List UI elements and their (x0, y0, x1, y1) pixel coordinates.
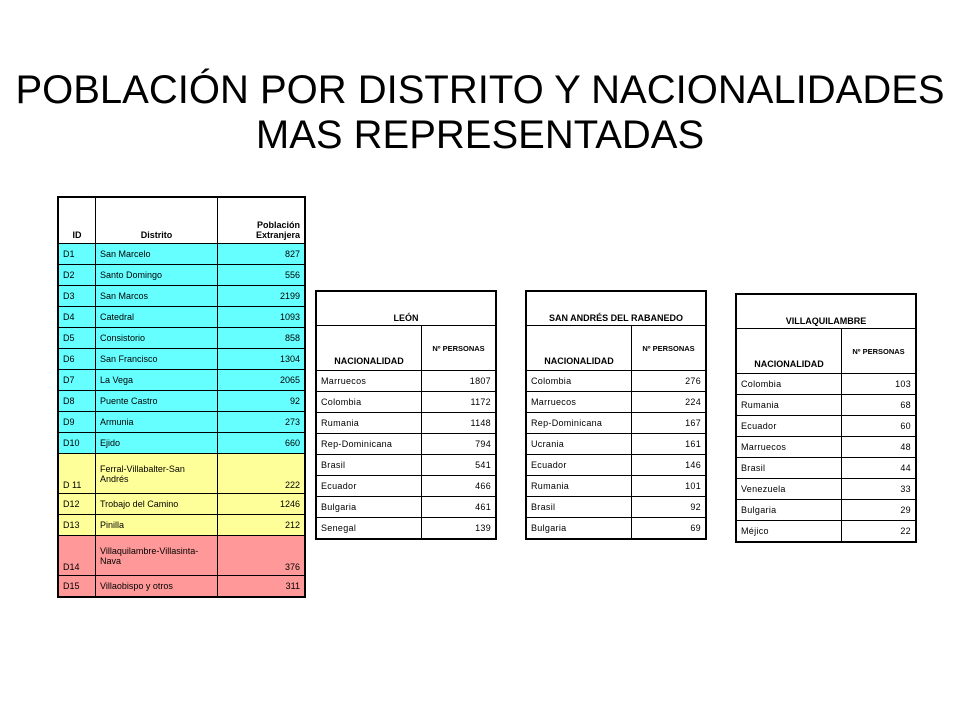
district-name: San Marcelo (96, 244, 218, 265)
villaquilambre-nationality: Venezuela (736, 479, 842, 500)
villaquilambre-nationality: Brasil (736, 458, 842, 479)
district-population: 1246 (218, 494, 306, 515)
san-andres-row (526, 518, 706, 540)
san-andres-nationality: Ucrania (526, 434, 632, 455)
leon-persons: 1148 (422, 413, 497, 434)
villaquilambre-table (735, 293, 917, 543)
district-name: La Vega (96, 370, 218, 391)
district-population: 311 (218, 576, 306, 598)
district-population: 858 (218, 328, 306, 349)
id-header: ID (58, 197, 96, 244)
district-population: 376 (218, 536, 306, 576)
san-andres-table-body (526, 371, 706, 540)
district-id: D 11 (58, 454, 96, 494)
villaquilambre-table-body (736, 374, 916, 543)
san-andres-row (526, 371, 706, 392)
san-andres-nationality: Ecuador (526, 455, 632, 476)
villaquilambre-title: VILLAQUILAMBRE (736, 294, 916, 329)
leon-nationality: Senegal (316, 518, 422, 540)
district-name: Pinilla (96, 515, 218, 536)
san-andres-row (526, 476, 706, 497)
leon-nationality: Ecuador (316, 476, 422, 497)
district-id: D9 (58, 412, 96, 433)
villaquilambre-persons: 68 (842, 395, 917, 416)
district-row (58, 536, 305, 576)
district-row (58, 515, 305, 536)
district-name: San Francisco (96, 349, 218, 370)
leon-table (315, 290, 497, 540)
district-id: D4 (58, 307, 96, 328)
district-name: Villaobispo y otros (96, 576, 218, 598)
leon-row (316, 392, 496, 413)
district-name: Catedral (96, 307, 218, 328)
leon-nationality: Marruecos (316, 371, 422, 392)
district-row (58, 412, 305, 433)
villaquilambre-persons: 33 (842, 479, 917, 500)
district-id: D6 (58, 349, 96, 370)
leon-title: LEÓN (316, 291, 496, 326)
villaquilambre-nationality: Colombia (736, 374, 842, 395)
villaquilambre-row (736, 521, 916, 543)
district-row (58, 433, 305, 454)
leon-nationality: Rep-Dominicana (316, 434, 422, 455)
san-andres-title: SAN ANDRÉS DEL RABANEDO (526, 291, 706, 326)
villaquilambre-persons: 29 (842, 500, 917, 521)
district-table-header (58, 197, 305, 244)
district-header: Distrito (96, 197, 218, 244)
leon-nationality-header: NACIONALIDAD (316, 326, 422, 371)
district-row (58, 328, 305, 349)
villaquilambre-persons: 103 (842, 374, 917, 395)
district-name: Puente Castro (96, 391, 218, 412)
district-row (58, 391, 305, 412)
villaquilambre-nationality: Bulgaria (736, 500, 842, 521)
san-andres-row (526, 497, 706, 518)
villaquilambre-persons: 48 (842, 437, 917, 458)
district-row (58, 370, 305, 391)
villaquilambre-row (736, 479, 916, 500)
district-id: D12 (58, 494, 96, 515)
leon-row (316, 413, 496, 434)
leon-row (316, 371, 496, 392)
san-andres-persons: 69 (632, 518, 707, 540)
district-name: Armunia (96, 412, 218, 433)
villaquilambre-row (736, 437, 916, 458)
leon-persons: 139 (422, 518, 497, 540)
villaquilambre-row (736, 458, 916, 479)
leon-nationality: Bulgaria (316, 497, 422, 518)
villaquilambre-nationality: Marruecos (736, 437, 842, 458)
district-id: D7 (58, 370, 96, 391)
leon-nationality: Colombia (316, 392, 422, 413)
population-header: Población Extranjera (218, 197, 306, 244)
district-population: 556 (218, 265, 306, 286)
district-population: 222 (218, 454, 306, 494)
district-name: Ferral-Villabalter-San Andrés (96, 454, 218, 494)
leon-persons: 794 (422, 434, 497, 455)
district-id: D10 (58, 433, 96, 454)
district-id: D8 (58, 391, 96, 412)
district-row (58, 494, 305, 515)
district-table-body (58, 244, 305, 598)
district-population: 827 (218, 244, 306, 265)
villaquilambre-nationality-header: NACIONALIDAD (736, 329, 842, 374)
district-population: 2199 (218, 286, 306, 307)
leon-row (316, 497, 496, 518)
villaquilambre-persons: 60 (842, 416, 917, 437)
san-andres-nationality: Rep-Dominicana (526, 413, 632, 434)
district-population: 1304 (218, 349, 306, 370)
district-population: 92 (218, 391, 306, 412)
san-andres-persons: 92 (632, 497, 707, 518)
leon-row (316, 518, 496, 540)
district-id: D1 (58, 244, 96, 265)
district-population: 212 (218, 515, 306, 536)
san-andres-nationality: Rumania (526, 476, 632, 497)
villaquilambre-row (736, 374, 916, 395)
leon-persons: 461 (422, 497, 497, 518)
leon-persons: 1172 (422, 392, 497, 413)
leon-row (316, 455, 496, 476)
san-andres-row (526, 413, 706, 434)
leon-persons: 466 (422, 476, 497, 497)
district-id: D3 (58, 286, 96, 307)
san-andres-nationality: Bulgaria (526, 518, 632, 540)
district-name: Ejido (96, 433, 218, 454)
district-table (57, 196, 306, 598)
san-andres-row (526, 392, 706, 413)
leon-row (316, 434, 496, 455)
san-andres-persons: 167 (632, 413, 707, 434)
district-row (58, 576, 305, 598)
san-andres-persons: 224 (632, 392, 707, 413)
villaquilambre-row (736, 395, 916, 416)
district-name: Santo Domingo (96, 265, 218, 286)
san-andres-nationality: Marruecos (526, 392, 632, 413)
villaquilambre-nationality: Ecuador (736, 416, 842, 437)
district-id: D14 (58, 536, 96, 576)
leon-nationality: Brasil (316, 455, 422, 476)
san-andres-row (526, 455, 706, 476)
district-row (58, 286, 305, 307)
leon-nationality: Rumania (316, 413, 422, 434)
san-andres-persons: 101 (632, 476, 707, 497)
san-andres-persons: 161 (632, 434, 707, 455)
district-name: Consistorio (96, 328, 218, 349)
page-title: POBLACIÓN POR DISTRITO Y NACIONALIDADES MAS REPRESENTADAS (15, 68, 945, 157)
district-id: D2 (58, 265, 96, 286)
district-name: San Marcos (96, 286, 218, 307)
san-andres-persons: 276 (632, 371, 707, 392)
san-andres-persons-header: Nº PERSONAS (632, 326, 707, 371)
san-andres-nationality: Colombia (526, 371, 632, 392)
district-row (58, 349, 305, 370)
villaquilambre-row (736, 416, 916, 437)
district-population: 660 (218, 433, 306, 454)
leon-table-body (316, 371, 496, 540)
district-population: 2065 (218, 370, 306, 391)
district-id: D5 (58, 328, 96, 349)
villaquilambre-row (736, 500, 916, 521)
district-id: D13 (58, 515, 96, 536)
san-andres-table (525, 290, 707, 540)
san-andres-nationality-header: NACIONALIDAD (526, 326, 632, 371)
san-andres-persons: 146 (632, 455, 707, 476)
villaquilambre-nationality: Méjico (736, 521, 842, 543)
district-name: Trobajo del Camino (96, 494, 218, 515)
district-row (58, 307, 305, 328)
villaquilambre-persons: 22 (842, 521, 917, 543)
district-row (58, 244, 305, 265)
district-row (58, 265, 305, 286)
san-andres-row (526, 434, 706, 455)
district-population: 1093 (218, 307, 306, 328)
district-id: D15 (58, 576, 96, 598)
san-andres-nationality: Brasil (526, 497, 632, 518)
leon-persons-header: Nº PERSONAS (422, 326, 497, 371)
villaquilambre-nationality: Rumania (736, 395, 842, 416)
villaquilambre-persons: 44 (842, 458, 917, 479)
district-row (58, 454, 305, 494)
villaquilambre-persons-header: Nº PERSONAS (842, 329, 917, 374)
leon-row (316, 476, 496, 497)
district-population: 273 (218, 412, 306, 433)
leon-persons: 541 (422, 455, 497, 476)
leon-persons: 1807 (422, 371, 497, 392)
district-name: Villaquilambre-Villasinta-Nava (96, 536, 218, 576)
